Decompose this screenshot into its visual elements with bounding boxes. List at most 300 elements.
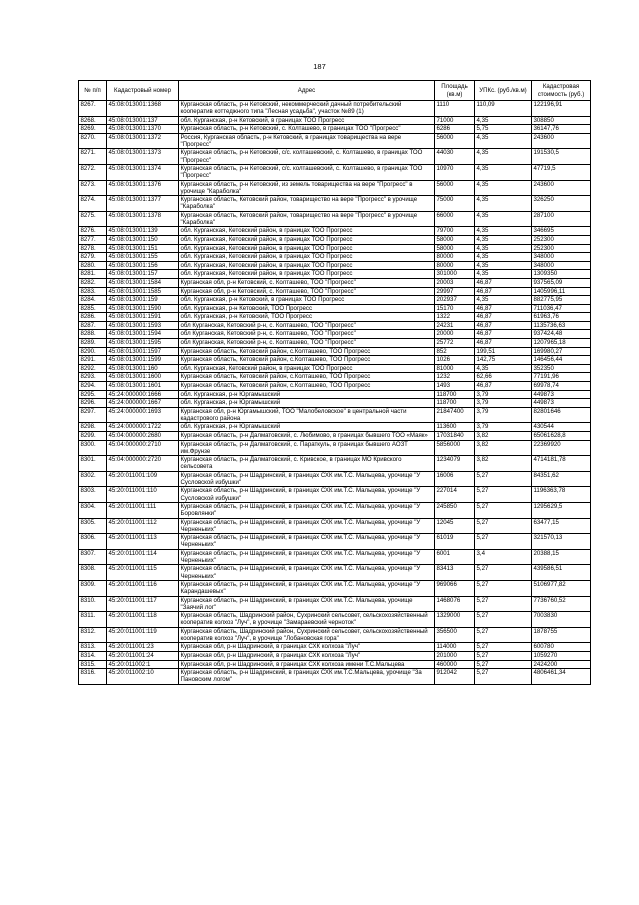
cell-num: 8304. [79,502,107,518]
cell-area: 1110 [435,101,475,117]
cell-area: 1329000 [435,612,475,628]
cell-area: 1026 [435,356,475,365]
table-row [79,660,591,669]
cell-upks: 4,35 [475,116,532,125]
cell-cadastral-cost: 243600 [532,133,591,149]
header-num: № п/п [79,81,107,101]
cell-upks: 4,35 [475,235,532,244]
cell-area: 10970 [435,164,475,180]
table-row [79,399,591,408]
table-row [79,227,591,236]
cell-cadastral-cost: 326250 [532,196,591,212]
cell-area: 16006 [435,471,475,487]
cell-area: 20000 [435,330,475,339]
table-row [79,549,591,565]
cell-cadastral-cost: 20388,15 [532,549,591,565]
table-row [79,565,591,581]
cell-cadastral-number: 45:08:013001:1373 [107,149,179,165]
cell-upks: 4,35 [475,261,532,270]
cell-upks: 4,35 [475,364,532,373]
table-row [79,270,591,279]
cell-num: 8292. [79,364,107,373]
cell-num: 8278. [79,244,107,253]
cell-cadastral-number: 45:08:013001:1584 [107,278,179,287]
cell-cadastral-cost: 600780 [532,643,591,652]
cell-cadastral-number: 45:24:000000:1693 [107,407,179,423]
cell-num: 8288. [79,330,107,339]
cell-cadastral-number: 45:20:011001:116 [107,580,179,596]
cell-area: 6001 [435,549,475,565]
cell-num: 8295. [79,390,107,399]
cell-num: 8291. [79,356,107,365]
table-row [79,651,591,660]
cell-num: 8316. [79,669,107,685]
cell-cadastral-number: 45:08:013001:1376 [107,180,179,196]
cell-area: 118700 [435,399,475,408]
cell-area: 24231 [435,321,475,330]
cell-address: Курганская область, р-н Кетовский, с. Колташево, в границах ТОО "Прогресс" [179,125,435,134]
cell-num: 8287. [79,321,107,330]
table-row [79,627,591,643]
cell-num: 8297. [79,407,107,423]
cell-num: 8305. [79,518,107,534]
cell-address: обл. Курганская, р-н Кетовский, ТОО Прогресс [179,304,435,313]
cell-area: 245850 [435,502,475,518]
cell-address: Курганская область, р-н Шадринский, в границах СХК им.Т.С.Мальцева, урочище "За Пановским логом" [179,669,435,685]
cell-address: Курганская область, Шадринский район, Сухринский сельсовет, сельскохозяйственный кооператив колхоз "Луч", в урочище "Замараевский черноток" [179,612,435,628]
cell-area: 29997 [435,287,475,296]
cell-cadastral-number: 45:08:013001:159 [107,296,179,305]
cell-address: Курганская обл, р-н Кетовский, с. Колташево, ТОО "Прогресс" [179,287,435,296]
cell-num: 8296. [79,399,107,408]
cell-cadastral-number: 45:08:013001:1601 [107,382,179,391]
cell-num: 8271. [79,149,107,165]
cell-cadastral-number: 45:08:013001:1377 [107,196,179,212]
cell-cadastral-number: 45:08:013001:1600 [107,373,179,382]
cell-area: 56000 [435,180,475,196]
table-row [79,596,591,612]
cell-num: 8311. [79,612,107,628]
cell-upks: 3,79 [475,399,532,408]
table-row [79,149,591,165]
cell-area: 113600 [435,423,475,432]
table-row [79,390,591,399]
cell-cadastral-number: 45:08:013001:139 [107,227,179,236]
cell-num: 8283. [79,287,107,296]
cell-upks: 5,27 [475,580,532,596]
cell-address: Курганская обл, р-н Шадринский, в границах СХК колхоза имени Т.С.Мальцева [179,660,435,669]
cell-cadastral-cost: 439586,51 [532,565,591,581]
table-row [79,456,591,472]
cell-upks: 5,27 [475,487,532,503]
table-row [79,278,591,287]
cell-address: Курганская область, р-н Шадринский, в границах СХК им.Т.С. Мальцева, урочище "У Черненьких" [179,534,435,550]
cell-address: Курганская область, р-н Далматовский, с. Любимово, в границах бывшего ТОО «Маяк» [179,432,435,441]
cell-cadastral-cost: 61963,76 [532,313,591,322]
table-row [79,330,591,339]
table-row [79,423,591,432]
table-row [79,580,591,596]
cell-num: 8313. [79,643,107,652]
table-row [79,502,591,518]
cell-cadastral-number: 45:20:011001:24 [107,651,179,660]
cell-upks: 46,87 [475,321,532,330]
cell-address: Курганская область, р-н Шадринский, в границах СХК им.Т.С. Мальцева, урочище "У Сусловской избушки" [179,487,435,503]
cell-area: 61019 [435,534,475,550]
cell-cadastral-cost: 82801646 [532,407,591,423]
cell-upks: 4,35 [475,149,532,165]
cell-address: обл. Курганская, р-н Юргамышский [179,399,435,408]
table-row [79,347,591,356]
table-row [79,432,591,441]
cell-cadastral-cost: 36147,76 [532,125,591,134]
cell-upks: 62,66 [475,373,532,382]
cell-address: обл. Курганская, р-н Кетовский, ТОО Прогресс [179,313,435,322]
table-row [79,116,591,125]
cell-address: Курганская обл, р-н Юргамышский, ТОО "Малобеловское" в центральной части кадастрового района [179,407,435,423]
cell-num: 8274. [79,196,107,212]
cell-cadastral-cost: 1196363,78 [532,487,591,503]
cell-cadastral-cost: 1295629,5 [532,502,591,518]
cell-area: 1468076 [435,596,475,612]
cell-address: обл. Курганская, Кетовский район, в границах ТОО Прогресс [179,235,435,244]
cell-cadastral-number: 45:20:011001:23 [107,643,179,652]
cell-upks: 3,79 [475,407,532,423]
cell-address: обл Курганская, Кетовский р-н, с. Колташево, ТОО "Прогресс" [179,330,435,339]
cell-area: 1234079 [435,456,475,472]
cell-cadastral-number: 45:20:011001:118 [107,612,179,628]
cell-address: Курганская область, р-н Далматовский, с. Параткуль, в границах бывшего АОЗТ им.Фрунзе [179,440,435,456]
cell-area: 75000 [435,196,475,212]
page-number: 187 [313,62,326,71]
table-row [79,196,591,212]
cell-upks: 4,35 [475,270,532,279]
cell-num: 8286. [79,313,107,322]
cell-address: обл. Курганская, Кетовский район, в границах ТОО Прогресс [179,244,435,253]
cell-cadastral-number: 45:08:013001:1597 [107,347,179,356]
cell-area: 356500 [435,627,475,643]
cell-cadastral-cost: 1878755 [532,627,591,643]
cell-address: обл. Курганская, р-н Юргамышский [179,390,435,399]
cell-address: Курганская область, р-н Шадринский, в границах СХК им.Т.С. Мальцева, урочище "Заячий лог" [179,596,435,612]
cell-area: 201000 [435,651,475,660]
cell-cadastral-cost: 882775,95 [532,296,591,305]
cell-upks: 5,27 [475,660,532,669]
cell-upks: 3,79 [475,423,532,432]
cell-cadastral-number: 45:08:013001:150 [107,235,179,244]
cell-area: 71000 [435,116,475,125]
cell-upks: 46,87 [475,304,532,313]
cell-upks: 3,82 [475,440,532,456]
cell-area: 202937 [435,296,475,305]
cell-upks: 5,27 [475,565,532,581]
cell-upks: 5,27 [475,669,532,685]
cell-upks: 3,82 [475,456,532,472]
cell-cadastral-cost: 122196,91 [532,101,591,117]
cell-num: 8310. [79,596,107,612]
cell-area: 81000 [435,364,475,373]
cell-area: 80000 [435,253,475,262]
cell-area: 5856000 [435,440,475,456]
header-cadastral-cost: Кадастровая стоимость (руб.) [532,81,591,101]
cell-address: Курганская область, Кетовский район, с.Колташево, ТОО Прогресс [179,356,435,365]
cell-num: 8272. [79,164,107,180]
cell-upks: 3,79 [475,390,532,399]
cell-cadastral-cost: 937565,09 [532,278,591,287]
cell-address: Курганская область, р-н Кетовский, некоммерческий дачный потребительский кооператив коттеджного типа "Лесная усадьба", участок №89 (1) [179,101,435,117]
cell-upks: 4,35 [475,133,532,149]
table-row [79,356,591,365]
cell-cadastral-number: 45:20:011001:109 [107,471,179,487]
cell-address: обл. Курганская, Кетовский район, в границах ТОО Прогресс [179,364,435,373]
cell-area: 460000 [435,660,475,669]
cell-area: 118700 [435,390,475,399]
cell-address: Курганская область, р-н Шадринский, в границах СХК им.Т.С. Мальцева, урочище "У Черненьких" [179,549,435,565]
cell-upks: 4,35 [475,227,532,236]
cell-num: 8273. [79,180,107,196]
cell-num: 8268. [79,116,107,125]
cell-upks: 199,51 [475,347,532,356]
cell-area: 15170 [435,304,475,313]
cell-cadastral-number: 45:04:000000:2710 [107,440,179,456]
cell-upks: 46,87 [475,382,532,391]
table-row [79,253,591,262]
cell-cadastral-number: 45:08:013001:1370 [107,125,179,134]
cell-address: Курганская область, р-н Шадринский, в границах СХК им.Т.С. Мальцева, урочище "У Боровлянки" [179,502,435,518]
cell-address: Курганская область, р-н Кетовский, из земель товарищества на вере "Прогресс" в урочище "Караболка" [179,180,435,196]
cell-cadastral-cost: 430544 [532,423,591,432]
cell-num: 8300. [79,440,107,456]
cell-area: 58000 [435,235,475,244]
cell-address: Курганская область, р-н Шадринский, в границах СХК им.Т.С. Мальцева, урочище "У Черненьких" [179,565,435,581]
cell-cadastral-number: 45:20:011001:111 [107,502,179,518]
cell-address: Курганская область, р-н Кетовский, с/с. колташевский, с. Колташево, в границах ТОО "Прогресс" [179,164,435,180]
cell-cadastral-number: 45:08:013001:1585 [107,287,179,296]
cell-address: Россия, Курганская область, р-н Кетовский, в границах товарищества на вере "Прогресс" [179,133,435,149]
cell-cadastral-number: 45:20:011002:1 [107,660,179,669]
cell-cadastral-cost: 1135736,63 [532,321,591,330]
table-row [79,364,591,373]
cell-address: Курганская область, Кетовский район, товарищество на вере "Прогресс" в урочище "Караболка" [179,211,435,227]
table-header-row [79,81,591,101]
cell-area: 17031840 [435,432,475,441]
table-row [79,180,591,196]
cell-upks: 110,09 [475,101,532,117]
cell-upks: 3,82 [475,432,532,441]
cell-num: 8301. [79,456,107,472]
cell-upks: 5,27 [475,471,532,487]
cell-cadastral-cost: 65061628,8 [532,432,591,441]
table-row [79,440,591,456]
cell-cadastral-number: 45:08:013001:1593 [107,321,179,330]
cell-address: Курганская обл, р-н Шадринский, в границах СХК колхоза "Луч" [179,651,435,660]
cell-area: 20003 [435,278,475,287]
cell-num: 8270. [79,133,107,149]
cell-address: Курганская область, Шадринский район, Сухринский сельсовет, сельскохозяйственный кооператив колхоз "Луч", в урочище "Лобановская гора" [179,627,435,643]
table-row [79,407,591,423]
cell-address: обл. Курганская, Кетовский район, в границах ТОО Прогресс [179,227,435,236]
cell-num: 8315. [79,660,107,669]
cell-address: Курганская обл, р-н Шадринский, в границах СХК колхоза "Луч" [179,643,435,652]
cell-address: обл. Курганская, Кетовский район, в границах ТОО Прогресс [179,253,435,262]
cell-cadastral-cost: 321570,13 [532,534,591,550]
cell-cadastral-cost: 352350 [532,364,591,373]
cell-cadastral-number: 45:08:013001:1378 [107,211,179,227]
cell-address: обл. Курганская, Кетовский район, в границах ТОО Прогресс [179,261,435,270]
cell-cadastral-number: 45:20:011001:112 [107,518,179,534]
cell-area: 12045 [435,518,475,534]
cell-address: обл. Курганская, Кетовский район, в границах ТОО Прогресс [179,270,435,279]
cell-cadastral-cost: 449873 [532,399,591,408]
cell-cadastral-cost: 7736760,52 [532,596,591,612]
table-row [79,101,591,117]
cell-upks: 5,27 [475,518,532,534]
cell-num: 8293. [79,373,107,382]
cell-address: Курганская область, Кетовский район, с.Колташево, ТОО Прогресс [179,373,435,382]
cell-upks: 5,27 [475,643,532,652]
cell-area: 44030 [435,149,475,165]
cell-num: 8269. [79,125,107,134]
table-row [79,164,591,180]
cell-cadastral-cost: 348000 [532,253,591,262]
header-address: Адрес [179,81,435,101]
cell-address: Курганская область, Кетовский район, с.Колташево, ТОО Прогресс [179,382,435,391]
table-row [79,296,591,305]
cell-area: 1493 [435,382,475,391]
cell-upks: 5,27 [475,534,532,550]
cell-address: обл Курганская, Кетовский р-н, с. Колташево, ТОО "Прогресс" [179,339,435,348]
cell-cadastral-number: 45:08:013001:157 [107,270,179,279]
table-row [79,244,591,253]
cell-cadastral-cost: 2424200 [532,660,591,669]
cell-area: 1232 [435,373,475,382]
cell-area: 852 [435,347,475,356]
cell-upks: 5,27 [475,596,532,612]
cell-num: 8298. [79,423,107,432]
table-row [79,125,591,134]
cell-upks: 5,27 [475,612,532,628]
cell-num: 8277. [79,235,107,244]
cell-cadastral-number: 45:20:011001:119 [107,627,179,643]
cell-cadastral-number: 45:24:000000:1666 [107,390,179,399]
cell-upks: 4,35 [475,296,532,305]
cell-cadastral-number: 45:20:011001:117 [107,596,179,612]
cell-cadastral-number: 45:08:013001:160 [107,364,179,373]
cell-num: 8281. [79,270,107,279]
cell-num: 8306. [79,534,107,550]
table-row [79,304,591,313]
cell-cadastral-cost: 287100 [532,211,591,227]
table-row [79,261,591,270]
cell-cadastral-cost: 4714181,78 [532,456,591,472]
cell-upks: 46,87 [475,313,532,322]
cell-cadastral-cost: 1207965,18 [532,339,591,348]
cell-address: обл Курганская, Кетовский р-н, с. Колташево, ТОО "Прогресс" [179,321,435,330]
cell-address: Курганская область, Кетовский район, с.Колташево, ТОО Прогресс [179,347,435,356]
cell-cadastral-cost: 169980,27 [532,347,591,356]
cell-address: Курганская область, р-н Далматовский, с. Кривское, в границах МО Кривского сельсовета [179,456,435,472]
cell-upks: 46,87 [475,339,532,348]
cell-cadastral-number: 45:08:013001:1374 [107,164,179,180]
header-cadastral-number: Кадастровый номер [107,81,179,101]
cell-num: 8267. [79,101,107,117]
cell-area: 301000 [435,270,475,279]
cell-num: 8303. [79,487,107,503]
cell-upks: 5,27 [475,651,532,660]
cell-num: 8312. [79,627,107,643]
cell-area: 58000 [435,244,475,253]
cell-cadastral-cost: 252300 [532,235,591,244]
cell-area: 21847400 [435,407,475,423]
cell-num: 8276. [79,227,107,236]
cell-area: 25772 [435,339,475,348]
cell-upks: 4,35 [475,211,532,227]
cell-area: 56000 [435,133,475,149]
cell-address: обл. Курганская, р-н Юргамышский [179,423,435,432]
cell-cadastral-number: 45:08:013001:1368 [107,101,179,117]
cell-upks: 3,4 [475,549,532,565]
cell-cadastral-cost: 47719,5 [532,164,591,180]
cell-upks: 4,35 [475,196,532,212]
cell-upks: 4,35 [475,164,532,180]
cell-address: Курганская область, Кетовский район, товарищество на вере "Прогресс" в урочище "Караболка" [179,196,435,212]
cell-cadastral-cost: 308850 [532,116,591,125]
cell-num: 8275. [79,211,107,227]
cell-address: Курганская область, р-н Шадринский, в границах СХК им.Т.С. Мальцева, урочище "У Карандашевых" [179,580,435,596]
cell-num: 8294. [79,382,107,391]
cell-num: 8279. [79,253,107,262]
header-upks: УПКс. (руб./кв.м) [475,81,532,101]
cell-address: Курганская область, р-н Шадринский, в границах СХК им.Т.С. Мальцева, урочище "У Черненьких" [179,518,435,534]
cell-num: 8299. [79,432,107,441]
cell-area: 80000 [435,261,475,270]
table-row [79,373,591,382]
cell-area: 1322 [435,313,475,322]
cell-cadastral-cost: 4806461,34 [532,669,591,685]
cell-cadastral-cost: 7003830 [532,612,591,628]
cell-cadastral-number: 45:08:013001:151 [107,244,179,253]
cell-cadastral-number: 45:20:011001:114 [107,549,179,565]
cell-upks: 46,87 [475,278,532,287]
cell-area: 912042 [435,669,475,685]
table-row [79,235,591,244]
table-body [79,101,591,685]
cell-area: 66000 [435,211,475,227]
table-row [79,643,591,652]
cell-cadastral-cost: 191530,5 [532,149,591,165]
cell-upks: 4,35 [475,244,532,253]
table-row [79,534,591,550]
table-row [79,287,591,296]
cell-cadastral-number: 45:08:013001:155 [107,253,179,262]
cell-cadastral-cost: 1405996,11 [532,287,591,296]
cell-num: 8282. [79,278,107,287]
cell-cadastral-cost: 346695 [532,227,591,236]
table-row [79,487,591,503]
cell-cadastral-number: 45:08:013001:156 [107,261,179,270]
cell-cadastral-number: 45:20:011001:115 [107,565,179,581]
cell-upks: 5,75 [475,125,532,134]
cell-num: 8308. [79,565,107,581]
cell-cadastral-cost: 5106977,82 [532,580,591,596]
cell-cadastral-number: 45:08:013001:1590 [107,304,179,313]
cell-cadastral-cost: 252300 [532,244,591,253]
cell-num: 8280. [79,261,107,270]
cell-upks: 5,27 [475,502,532,518]
table-row [79,382,591,391]
cell-num: 8285. [79,304,107,313]
cell-cadastral-number: 45:08:013001:1591 [107,313,179,322]
